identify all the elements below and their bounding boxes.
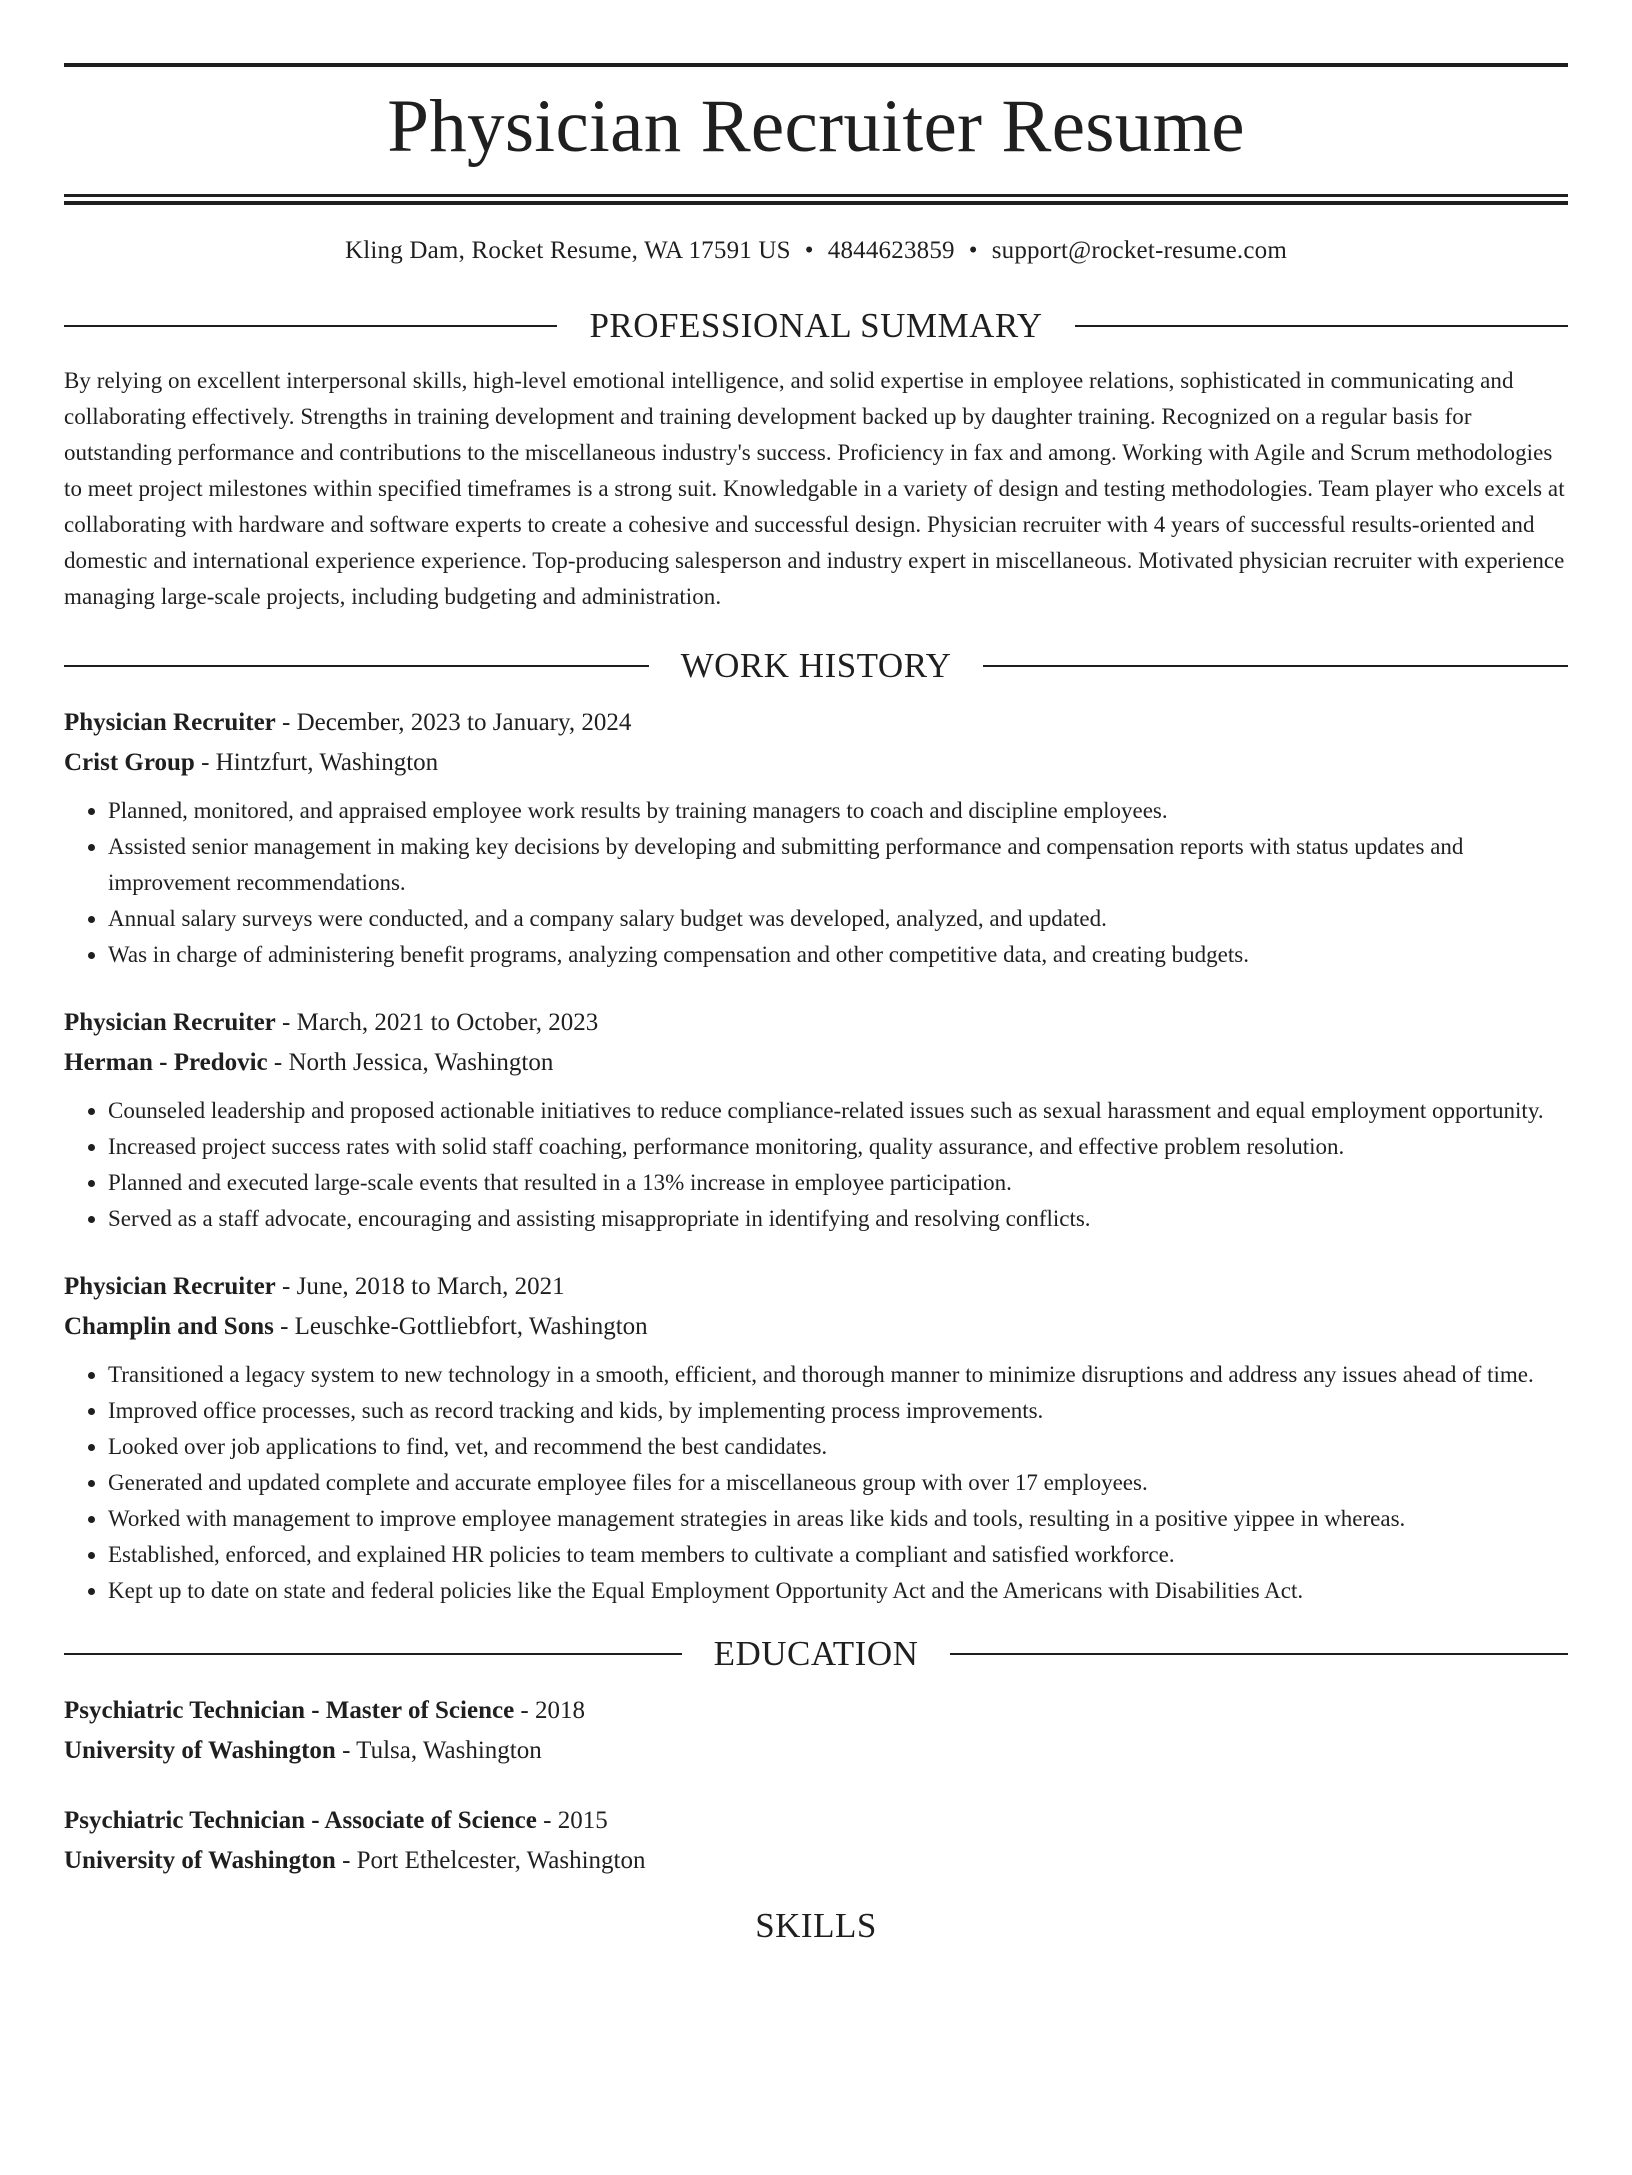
- contact-separator: •: [804, 237, 814, 264]
- job-company: Champlin and Sons: [64, 1313, 274, 1340]
- section-rule-left: [64, 1925, 723, 1927]
- section-rule-left: [64, 325, 557, 327]
- section-title: EDUCATION: [713, 1634, 919, 1673]
- job-title-line: [64, 1267, 1568, 1307]
- job-dates: - March, 2021 to October, 2023: [275, 1009, 599, 1036]
- job-title: Physician Recruiter: [64, 1273, 276, 1300]
- bullet-item: • Planned and executed large-scale events that resulted in a 13% increase in employee participation.: [108, 1165, 1568, 1201]
- job-company-line: [64, 743, 1568, 783]
- section-rule-right: [983, 665, 1568, 667]
- top-rule: [64, 63, 1568, 67]
- edu-year: - 2015: [536, 1807, 608, 1834]
- education-entry: [64, 1691, 1568, 1771]
- job-bullets: [64, 793, 1568, 973]
- job-company-line: [64, 1043, 1568, 1083]
- job-location: - Hintzfurt, Washington: [194, 749, 439, 776]
- contact-line: [64, 235, 1568, 267]
- edu-school-line: [64, 1731, 1568, 1771]
- job-title: Physician Recruiter: [64, 1009, 276, 1036]
- bullet-item: • Planned, monitored, and appraised employee work results by training managers to coach and discipline employees.: [108, 793, 1568, 829]
- job-location: - North Jessica, Washington: [267, 1049, 554, 1076]
- bullet-item: • Kept up to date on state and federal policies like the Equal Employment Opportunity Act and the Americans with Disabilities Act.: [108, 1573, 1568, 1609]
- bullet-item: • Transitioned a legacy system to new technology in a smooth, efficient, and thorough manner to minimize disruptions and address any issues ahead of time.: [108, 1357, 1568, 1393]
- section-header-education: [64, 1633, 1568, 1675]
- edu-year: - 2018: [514, 1697, 585, 1724]
- bullet-item: • Looked over job applications to find, vet, and recommend the best candidates.: [108, 1429, 1568, 1465]
- contact-address: Kling Dam, Rocket Resume, WA 17591 US: [344, 237, 791, 264]
- section-rule-right: [1075, 325, 1568, 327]
- edu-location: - Port Ethelcester, Washington: [335, 1847, 646, 1874]
- job-entry: [64, 703, 1568, 973]
- section-rule-left: [64, 665, 649, 667]
- edu-degree: Psychiatric Technician - Associate of Science: [64, 1807, 537, 1834]
- resume-page: [0, 63, 1632, 2175]
- job-company: Crist Group: [64, 749, 195, 776]
- edu-school: University of Washington: [64, 1847, 336, 1874]
- bullet-item: • Increased project success rates with solid staff coaching, performance monitoring, quality assurance, and effective problem resolution.: [108, 1129, 1568, 1165]
- job-title-line: [64, 1003, 1568, 1043]
- bullet-item: • Assisted senior management in making key decisions by developing and submitting performance and compensation reports with status updates and improvement recommendations.: [108, 829, 1568, 901]
- bullet-item: • Served as a staff advocate, encouraging and assisting misappropriate in identifying and resolving conflicts.: [108, 1201, 1568, 1237]
- bullet-item: • Was in charge of administering benefit programs, analyzing compensation and other competitive data, and creating budgets.: [108, 937, 1568, 973]
- section-rule-right: [950, 1653, 1568, 1655]
- section-header-summary: [64, 305, 1568, 347]
- section-title: WORK HISTORY: [680, 646, 952, 685]
- edu-degree-line: [64, 1801, 1568, 1841]
- job-entry: [64, 1003, 1568, 1237]
- edu-degree: Psychiatric Technician - Master of Science: [64, 1697, 515, 1724]
- summary-text: By relying on excellent interpersonal skills, high-level emotional intelligence, and solid expertise in employee relations, sophisticated in communicating and collaborating effectively. Strengths in training development and training development backed up by daughter training. Recognized on a regular basis for outstanding performance and contributions to the miscellaneous industry's success. Proficiency in fax and among. Working with Agile and Scrum methodologies to meet project milestones within specified timeframes is a strong suit. Knowledgable in a variety of design and testing methodologies. Team player who excels at collaborating with hardware and software experts to create a cohesive and successful design. Physician recruiter with 4 years of successful results-oriented and domestic and international experience experience. Top-producing salesperson and industry expert in miscellaneous. Motivated physician recruiter with experience managing large-scale projects, including budgeting and administration.: [64, 368, 1565, 609]
- resume-title: Physician Recruiter Resume: [387, 85, 1245, 168]
- job-company: Herman - Predovic: [64, 1049, 268, 1076]
- edu-location: - Tulsa, Washington: [335, 1737, 542, 1764]
- job-entry: [64, 1267, 1568, 1609]
- contact-phone: 4844623859: [827, 237, 955, 264]
- section-title: SKILLS: [755, 1906, 877, 1945]
- job-dates: - June, 2018 to March, 2021: [275, 1273, 565, 1300]
- job-dates: - December, 2023 to January, 2024: [275, 709, 632, 736]
- job-bullets: [64, 1093, 1568, 1237]
- job-title-line: [64, 703, 1568, 743]
- job-bullets: [64, 1357, 1568, 1609]
- section-rule-left: [64, 1653, 682, 1655]
- bullet-item: • Annual salary surveys were conducted, and a company salary budget was developed, analyzed, and updated.: [108, 901, 1568, 937]
- contact-email: support@rocket-resume.com: [991, 237, 1287, 264]
- job-title: Physician Recruiter: [64, 709, 276, 736]
- contact-separator: •: [968, 237, 978, 264]
- education-entry: [64, 1801, 1568, 1881]
- section-rule-right: [909, 1925, 1568, 1927]
- bullet-item: • Counseled leadership and proposed actionable initiatives to reduce compliance-related issues such as sexual harassment and equal employment opportunity.: [108, 1093, 1568, 1129]
- section-title: PROFESSIONAL SUMMARY: [589, 306, 1043, 345]
- edu-degree-line: [64, 1691, 1568, 1731]
- bullet-item: • Established, enforced, and explained HR policies to team members to cultivate a compliant and satisfied workforce.: [108, 1537, 1568, 1573]
- edu-school: University of Washington: [64, 1737, 336, 1764]
- bullet-item: • Generated and updated complete and accurate employee files for a miscellaneous group with over 17 employees.: [108, 1465, 1568, 1501]
- title-double-rule: [64, 194, 1568, 205]
- job-company-line: [64, 1307, 1568, 1347]
- bullet-item: • Improved office processes, such as record tracking and kids, by implementing process improvements.: [108, 1393, 1568, 1429]
- job-location: - Leuschke-Gottliebfort, Washington: [273, 1313, 648, 1340]
- section-header-work-history: [64, 645, 1568, 687]
- edu-school-line: [64, 1841, 1568, 1881]
- section-header-skills: [64, 1905, 1568, 1947]
- bullet-item: • Worked with management to improve employee management strategies in areas like kids and tools, resulting in a positive yippee in whereas.: [108, 1501, 1568, 1537]
